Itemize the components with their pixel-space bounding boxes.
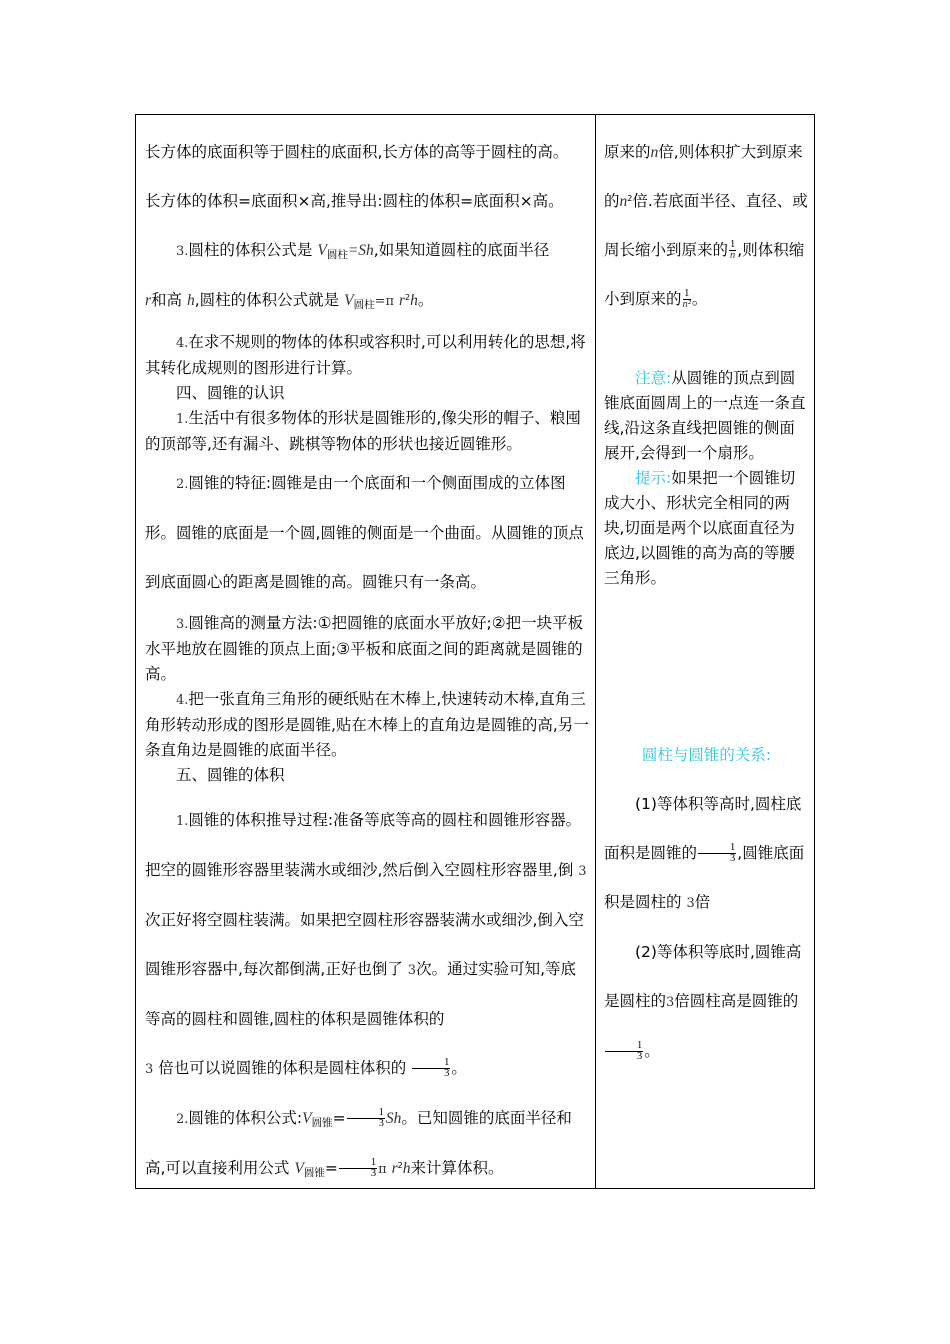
relation-1: (1)等体积等高时,圆柱底面积是圆锥的 $\frac{1}{3}$ ,圆锥底面积是圆柱的 3倍 xyxy=(604,795,805,911)
text: 把一张直角三角形的硬纸贴在木棒上,快速转动木棒,直角三角形转动形成的图形是圆锥,贴在木棒上的直角边是圆锥的高,另一条直角边是圆锥的底面半径。 xyxy=(145,690,589,759)
text: 生活中有很多物体的形状是圆锥形的,像尖形的帽子、粮囤的顶部等,还有漏斗、跳棋等物体的形状也接近圆锥形。 xyxy=(145,409,581,453)
text: 次。通过实验可知,等底等高的圆柱和圆锥,圆柱的体积是圆锥体积的 xyxy=(145,960,577,1028)
var-r: r xyxy=(145,292,152,309)
para-cone-features xyxy=(145,459,591,607)
text: 圆柱的体积公式是 xyxy=(188,241,313,259)
text: 倍也可以说圆锥的体积是圆柱体积的 xyxy=(158,1059,407,1077)
var-r: r xyxy=(391,1160,398,1177)
note-tip: 提示:如果把一个圆锥切成大小、形状完全相同的两块,切面是两个以底面直径为底边,以圆锥的高为高的等腰三角形。 xyxy=(604,469,796,587)
item-number: 3. xyxy=(176,244,189,259)
text: ,如果知道圆柱的底面半径 xyxy=(373,241,550,259)
superscript: 2 xyxy=(405,293,411,302)
note-attention: 注意:从圆锥的顶点到圆锥底面圆周上的一点连一条直线,沿这条直线把圆锥的侧面展开,会得到一个扇形。 xyxy=(604,369,806,462)
para-cone-life xyxy=(145,406,591,457)
para-irregular xyxy=(145,330,591,381)
text: 和高 xyxy=(151,291,183,309)
fraction-one-over-n: $\frac{1}{n}$ xyxy=(730,239,736,261)
text: 次正好将空圆柱装满。如果把空圆柱形容器装满水或细沙,倒入空圆锥形容器中,每次都倒满,正好也倒了 xyxy=(145,911,584,978)
var-h: h xyxy=(187,292,195,309)
var-h: h xyxy=(402,1160,411,1177)
relation-2: (2)等体积等底时,圆锥高是圆柱的3倍圆柱高是圆锥的 $\frac{1}{3}$ 。 xyxy=(604,943,802,1062)
fraction-one-third: $\frac{1}{3}$ xyxy=(698,843,736,864)
var-r: r xyxy=(398,292,406,309)
heading-cone-recognition: 四、圆锥的认识 xyxy=(176,384,285,402)
text: 圆锥的特征:圆锥是由一个底面和一个侧面围成的立体图形。圆锥的底面是一个圆,圆锥的侧面是一个曲面。从圆锥的顶点到底面圆心的距离是圆锥的高。圆锥只有一条高。 xyxy=(145,474,584,591)
text: 。 xyxy=(451,1059,467,1077)
subscript: 圆柱 xyxy=(353,299,375,311)
para-cone-rotation xyxy=(145,687,591,763)
subscript: 圆锥 xyxy=(303,1167,325,1179)
fraction-one-third: $\frac{1}{3}$ xyxy=(412,1058,450,1079)
fraction-one-third: $\frac{1}{3}$ xyxy=(605,1041,643,1062)
number: 3 xyxy=(145,1062,154,1077)
column-divider xyxy=(595,114,596,1189)
item-number: 4. xyxy=(176,336,189,351)
text: 。 xyxy=(417,291,434,309)
text: = xyxy=(324,1159,338,1177)
text: = xyxy=(332,1109,346,1127)
item-number: 2. xyxy=(176,477,189,492)
note-label: 注意: xyxy=(635,369,672,387)
para-cylinder-formula xyxy=(145,226,591,326)
fraction-one-third: $\frac{1}{3}$ xyxy=(339,1158,377,1179)
fraction-one-over-n-squared: $\frac{1}{\text{n²}}$ xyxy=(682,288,691,310)
text: ,圆柱的体积公式就是 xyxy=(194,291,340,309)
item-number: 4. xyxy=(176,693,189,708)
formula: =Sh xyxy=(347,242,374,259)
text: 来计算体积。 xyxy=(410,1159,504,1177)
line-cuboid-base: 长方体的底面积等于圆柱的底面积,长方体的高等于圆柱的高。 xyxy=(145,143,569,161)
note-volume-scale: 原来的n倍,则体积扩大到原来的$n^2$倍.若底面半径、直径、或周长缩小到原来的 $\frac{1}{n}$ ,则体积缩小到原来的 $\frac{1}{\text{n²}}$ 。 xyxy=(604,143,808,310)
item-number: 1. xyxy=(176,814,189,829)
heading-cone-volume: 五、圆锥的体积 xyxy=(176,766,285,784)
subscript: 圆锥 xyxy=(311,1117,333,1129)
text: 圆锥高的测量方法:①把圆锥的底面水平放好;②把一块平板水平地放在圆锥的顶点上面;③平板和底面之间的距离就是圆锥的高。 xyxy=(145,614,584,683)
para-cone-volume-derivation xyxy=(145,796,591,1094)
number: 3 xyxy=(578,864,587,879)
text: 圆锥的体积推导过程:准备等底等高的圆柱和圆锥形容器。把空的圆锥形容器里装满水或细沙,然后倒入空圆柱形容器里,倒 xyxy=(145,811,582,879)
fraction-one-third: $\frac{1}{3}$ xyxy=(347,1108,385,1129)
relation-title: 圆柱与圆锥的关系: xyxy=(641,746,772,764)
superscript: 2 xyxy=(397,1161,403,1170)
subscript: 圆柱 xyxy=(326,249,348,261)
number: 3 xyxy=(407,963,417,978)
text: 圆锥的体积公式: xyxy=(188,1109,303,1127)
formula: Sh xyxy=(385,1110,402,1127)
var-h: h xyxy=(410,292,418,309)
line-cuboid-volume: 长方体的体积=底面积×高,推导出:圆柱的体积=底面积×高。 xyxy=(145,192,564,210)
item-number: 1. xyxy=(176,412,189,427)
var-v: V xyxy=(294,1160,304,1177)
para-cone-volume-formula xyxy=(145,1094,591,1194)
right-column xyxy=(604,128,809,1076)
pi-symbol: π xyxy=(378,1162,387,1177)
tip-label: 提示: xyxy=(635,469,672,487)
para-cone-height-measure xyxy=(145,611,591,687)
var-v: V xyxy=(302,1110,312,1127)
formula: =π xyxy=(374,294,395,309)
var-v: V xyxy=(317,242,327,259)
left-column xyxy=(145,128,591,1194)
var-v: V xyxy=(344,292,354,309)
text: 。已知圆锥的底面半径和高,可以直接利用公式 xyxy=(145,1109,572,1177)
item-number: 2. xyxy=(176,1112,189,1127)
text: 在求不规则的物体的体积或容积时,可以利用转化的思想,将其转化成规则的图形进行计算。 xyxy=(145,333,586,377)
item-number: 3. xyxy=(176,617,189,632)
